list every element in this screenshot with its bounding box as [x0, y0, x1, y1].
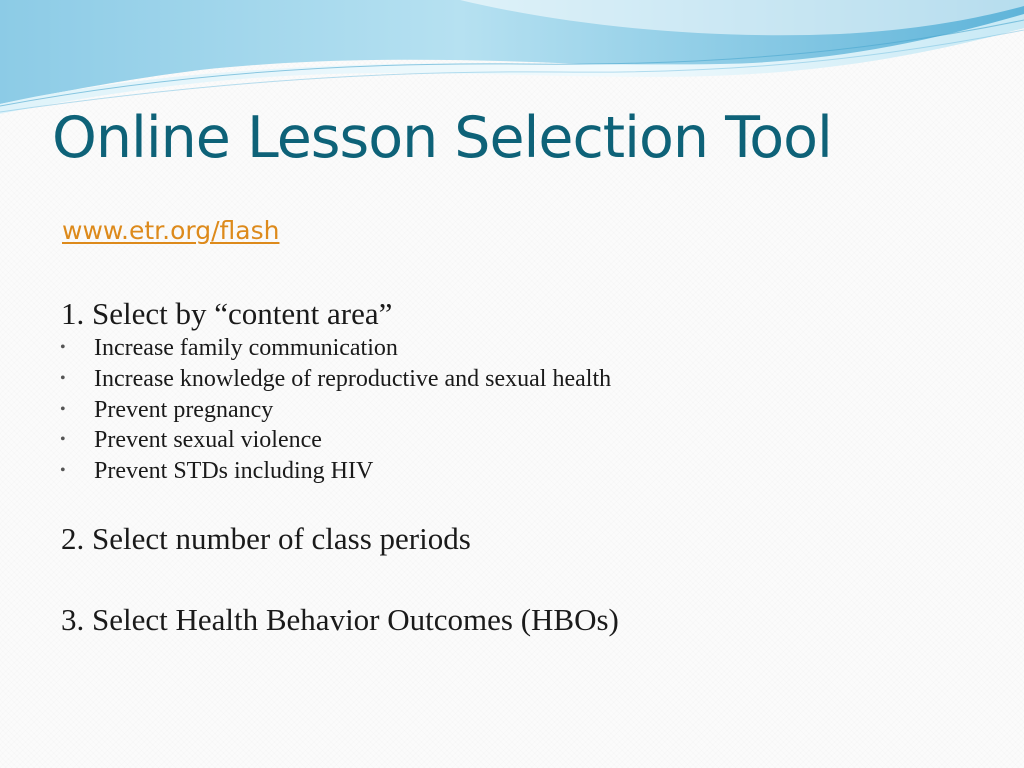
- bullet-icon: •: [60, 431, 66, 449]
- list-item-text: Prevent pregnancy: [94, 396, 274, 423]
- step-1-heading: 1. Select by “content area”: [61, 296, 393, 331]
- step-2-heading: 2. Select number of class periods: [61, 521, 471, 556]
- list-item-text: Prevent sexual violence: [94, 427, 322, 454]
- slide-title: Online Lesson Selection Tool: [52, 105, 832, 171]
- list-item-text: Prevent STDs including HIV: [94, 458, 374, 484]
- etr-flash-link[interactable]: www.etr.org/flash: [62, 216, 280, 245]
- content-area-list: [60, 333, 611, 487]
- bullet-icon: •: [60, 400, 66, 418]
- list-item: [60, 333, 611, 364]
- list-item: [60, 456, 611, 487]
- step-3-heading: 3. Select Health Behavior Outcomes (HBOs): [61, 602, 619, 637]
- list-item: [60, 425, 611, 456]
- bullet-icon: •: [60, 462, 66, 479]
- list-item: [60, 364, 611, 395]
- bullet-icon: •: [60, 339, 66, 356]
- bullet-icon: •: [60, 369, 66, 387]
- list-item-text: Increase family communication: [94, 335, 398, 361]
- list-item: [60, 395, 611, 426]
- list-item-text: Increase knowledge of reproductive and sexual health: [94, 365, 612, 392]
